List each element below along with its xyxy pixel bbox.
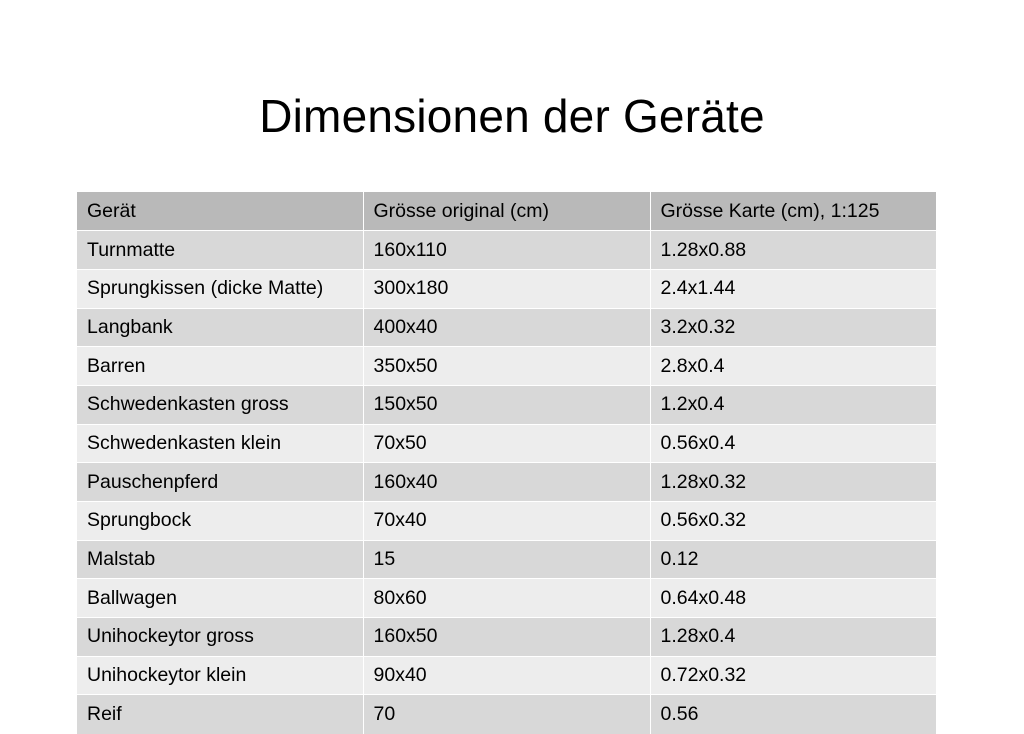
- cell-geraet: Schwedenkasten gross: [77, 385, 363, 424]
- cell-geraet: Schwedenkasten klein: [77, 424, 363, 463]
- cell-groesse-original: 80x60: [363, 579, 650, 618]
- table-row: [77, 540, 936, 579]
- table-row: [77, 385, 936, 424]
- column-header-groesse-original: Grösse original (cm): [363, 192, 650, 231]
- cell-groesse-karte: 0.72x0.32: [660, 664, 747, 687]
- table-row: [77, 231, 936, 270]
- cell-groesse-original: 160x40: [363, 463, 650, 502]
- cell-groesse-original: 70x50: [363, 424, 650, 463]
- cell-groesse-karte: 1.28x0.88: [660, 238, 747, 261]
- cell-groesse-original: 90x40: [363, 656, 650, 695]
- cell-groesse-karte: 1.28x0.4: [660, 625, 736, 648]
- table-row: [77, 656, 936, 695]
- cell-groesse-original: 70: [363, 695, 650, 734]
- cell-geraet: Ballwagen: [77, 579, 363, 618]
- column-header-groesse-karte: Grösse Karte (cm), 1:125: [660, 199, 880, 222]
- cell-groesse-karte: 0.12: [660, 548, 699, 571]
- cell-groesse-original: 350x50: [363, 347, 650, 386]
- cell-geraet: Sprungbock: [77, 502, 363, 541]
- cell-geraet: Sprungkissen (dicke Matte): [77, 269, 363, 308]
- cell-groesse-karte: 1.28x0.32: [660, 470, 747, 493]
- cell-groesse-karte: 2.8x0.4: [660, 354, 725, 377]
- cell-groesse-original: 400x40: [363, 308, 650, 347]
- dimensions-table: [77, 192, 936, 734]
- cell-groesse-karte: 1.2x0.4: [660, 393, 725, 416]
- cell-groesse-karte: 2.4x1.44: [660, 277, 736, 300]
- cell-groesse-original: 300x180: [363, 269, 650, 308]
- cell-groesse-karte: 0.56x0.32: [660, 509, 747, 532]
- cell-groesse-original: 15: [363, 540, 650, 579]
- table-row: [77, 618, 936, 657]
- cell-groesse-karte: 0.56x0.4: [660, 431, 736, 454]
- cell-groesse-karte: 0.56: [660, 703, 699, 726]
- cell-geraet: Reif: [77, 695, 363, 734]
- cell-geraet: Turnmatte: [77, 231, 363, 270]
- cell-groesse-original: 70x40: [363, 502, 650, 541]
- table-row: [77, 269, 936, 308]
- cell-geraet: Langbank: [77, 308, 363, 347]
- table-row: [77, 424, 936, 463]
- page-title: Dimensionen der Geräte: [259, 90, 765, 142]
- cell-geraet: Pauschenpferd: [77, 463, 363, 502]
- cell-groesse-original: 160x110: [363, 231, 650, 270]
- table-row: [77, 308, 936, 347]
- table-row: [77, 502, 936, 541]
- cell-groesse-karte: 0.64x0.48: [660, 586, 747, 609]
- cell-groesse-original: 150x50: [363, 385, 650, 424]
- dimensions-table-container: [77, 192, 936, 734]
- cell-geraet: Barren: [77, 347, 363, 386]
- cell-groesse-original: 160x50: [363, 618, 650, 657]
- table-row: [77, 463, 936, 502]
- cell-geraet: Unihockeytor klein: [77, 656, 363, 695]
- table-row: [77, 695, 936, 734]
- cell-geraet: Malstab: [77, 540, 363, 579]
- cell-geraet: Unihockeytor gross: [77, 618, 363, 657]
- column-header-geraet: Gerät: [77, 192, 363, 231]
- cell-groesse-karte: 3.2x0.32: [660, 315, 736, 338]
- table-row: [77, 347, 936, 386]
- table-header-row: [77, 192, 936, 231]
- table-row: [77, 579, 936, 618]
